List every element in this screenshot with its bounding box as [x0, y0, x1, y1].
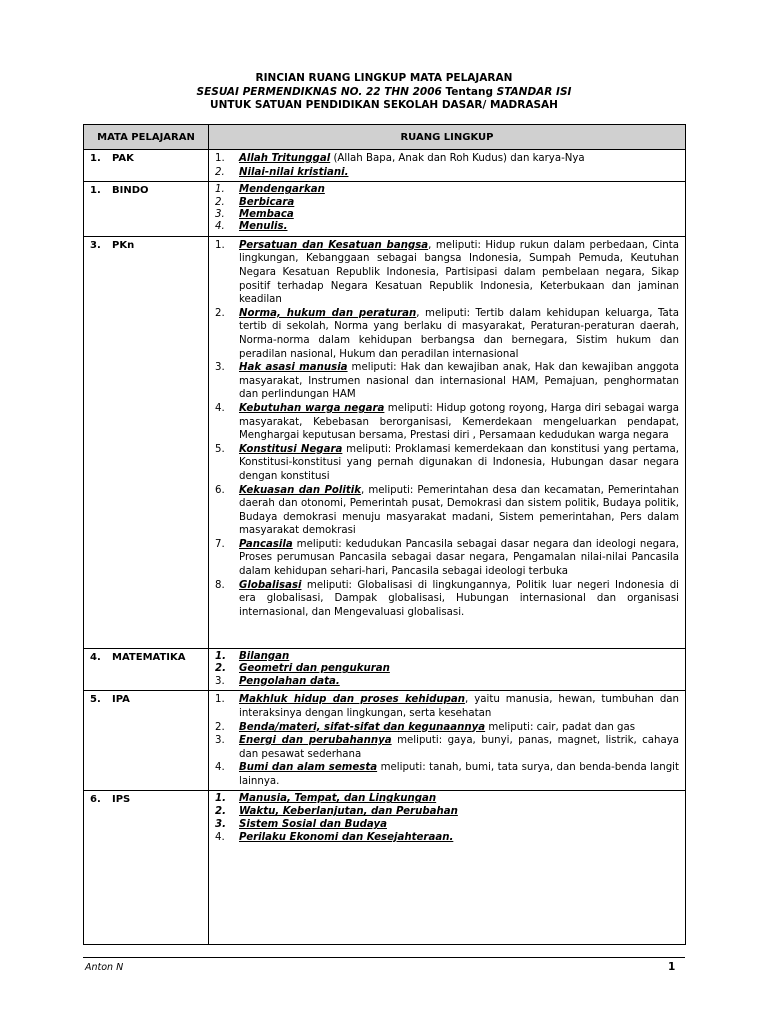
row-ipa	[84, 691, 686, 791]
subject-cell: 1. PAK	[84, 150, 209, 182]
list-item: 2. Waktu, Keberlanjutan, dan Perubahan	[215, 806, 458, 818]
list-item: 3. Energi dan perubahannya meliputi: gaya, bunyi, panas, magnet, listrik, cahaya dan pesawat sederhana	[215, 735, 679, 760]
list-item: 5. Konstitusi Negara meliputi: Proklamasi kemerdekaan dan konstitusi yang pertama, Konstitusi-konstitusi yang pernah digunakan di Indonesia, Hubungan dasar negara dengan konstitusi	[215, 443, 679, 482]
list-item: 2. Benda/materi, sifat-sifat dan kegunaannya meliputi: cair, padat dan gas	[215, 721, 636, 733]
row-matematika	[84, 648, 686, 691]
row-pak	[84, 150, 686, 182]
subject-cell: 4. MATEMATIKA	[84, 648, 209, 691]
scope-cell	[209, 236, 686, 648]
subject-cell: 6. IPS	[84, 791, 209, 945]
footer-divider	[83, 957, 685, 958]
row-pkn	[84, 236, 686, 648]
list-item: 2. Nilai-nilai kristiani.	[215, 166, 349, 178]
row-ips	[84, 791, 686, 945]
title-line-3: UNTUK SATUAN PENDIDIKAN SEKOLAH DASAR/ MADRASAH	[210, 99, 558, 111]
list-item: 3. Membaca	[215, 209, 294, 220]
doc-title	[0, 72, 768, 113]
scope-cell	[209, 648, 686, 691]
list-item: 3. Pengolahan data.	[215, 675, 340, 687]
list-item: 1. Manusia, Tempat, dan Lingkungan	[215, 793, 437, 805]
subject-cell: 3. PKn	[84, 236, 209, 648]
list-item: 4. Menulis.	[215, 221, 288, 233]
subject-cell: 5. IPA	[84, 691, 209, 791]
scope-cell	[209, 150, 686, 182]
scope-cell	[209, 182, 686, 237]
title-line-1: RINCIAN RUANG LINGKUP MATA PELAJARAN	[255, 72, 513, 84]
list-item: 4. Bumi dan alam semesta meliputi: tanah, bumi, tata surya, dan benda-benda langit lainnya.	[215, 762, 679, 787]
page-number: 1	[668, 961, 676, 973]
row-bindo	[84, 182, 686, 237]
list-item: 4. Perilaku Ekonomi dan Kesejahteraan.	[215, 831, 454, 843]
list-item: 1. Allah Tritunggal (Allah Bapa, Anak dan Roh Kudus) dan karya-Nya	[215, 153, 585, 164]
list-item: 3. Hak asasi manusia meliputi: Hak dan kewajiban anak, Hak dan kewajiban anggota masyarakat, Instrumen nasional dan internasional HAM, Pemajuan, penghormatan dan perlindungan HAM	[215, 362, 679, 401]
list-item: 1. Makhluk hidup dan proses kehidupan, yaitu manusia, hewan, tumbuhan dan interaksinya dengan lingkungan, serta kesehatan	[215, 694, 679, 719]
scope-table	[83, 124, 686, 945]
footer-author: Anton N	[85, 962, 124, 973]
title-line-2: SESUAI PERMENDIKNAS NO. 22 THN 2006 Tentang STANDAR ISI	[196, 85, 572, 98]
header-scope: RUANG LINGKUP	[209, 125, 686, 150]
list-item: 4. Kebutuhan warga negara meliputi: Hidup gotong royong, Harga diri sebagai warga masyarakat, Kebebasan berorganisasi, Kemerdekaan mengeluarkan pendapat, Menghargai keputusan bersama, Prestasi diri , Persamaan kedudukan warga negara	[215, 402, 679, 442]
list-item: 1. Bilangan	[215, 650, 290, 662]
list-item: 2. Berbicara	[215, 196, 295, 208]
list-item: 3. Sistem Sosial dan Budaya	[215, 819, 387, 831]
subject-cell: 1. BINDO	[84, 182, 209, 237]
header-subject: MATA PELAJARAN	[84, 125, 209, 150]
list-item: 1. Persatuan dan Kesatuan bangsa, meliputi: Hidup rukun dalam perbedaan, Cinta lingkungan, Kebanggaan sebagai bangsa Indonesia, Sumpah Pemuda, Keutuhan Negara Kesatuan Republik Indonesia, Partisipasi dalam pembelaan negara, Sikap positif terhadap Negara Kesatuan Republik Indonesia, Keterbukaan dan jaminan keadilan	[215, 239, 679, 306]
table-header-row	[84, 125, 686, 150]
list-item: 8. Globalisasi meliputi: Globalisasi di lingkungannya, Politik luar negeri Indonesia di era globalisasi, Dampak globalisasi, Hubungan internasional dan organisasi internasional, dan Mengevaluasi globalisasi.	[215, 579, 679, 618]
list-item: 1. Mendengarkan	[215, 184, 325, 196]
list-item: 6. Kekuasan dan Politik, meliputi: Pemerintahan desa dan kecamatan, Pemerintahan daerah dan otonomi, Pemerintah pusat, Demokrasi dan sistem politik, Budaya politik, Budaya demokrasi menuju masyarakat madani, Sistem pemerintahan, Pers dalam masyarakat demokrasi	[215, 484, 679, 537]
list-item: 2. Geometri dan pengukuran	[215, 663, 390, 675]
scope-cell	[209, 791, 686, 945]
list-item: 7. Pancasila meliputi: kedudukan Pancasila sebagai dasar negara dan ideologi negara, Proses perumusan Pancasila sebagai dasar negara, Pengamalan nilai-nilai Pancasila dalam kehidupan sehari-hari, Pancasila sebagai ideologi terbuka	[215, 538, 679, 578]
scope-cell	[209, 691, 686, 791]
list-item: 2. Norma, hukum dan peraturan, meliputi: Tertib dalam kehidupan keluarga, Tata tertib di sekolah, Norma yang berlaku di masyarakat, Peraturan-peraturan daerah, Norma-norma dalam kehidupan berbangsa dan bernegara, Sistim hukum dan peradilan nasional, Hukum dan peradilan internasional	[215, 307, 679, 360]
